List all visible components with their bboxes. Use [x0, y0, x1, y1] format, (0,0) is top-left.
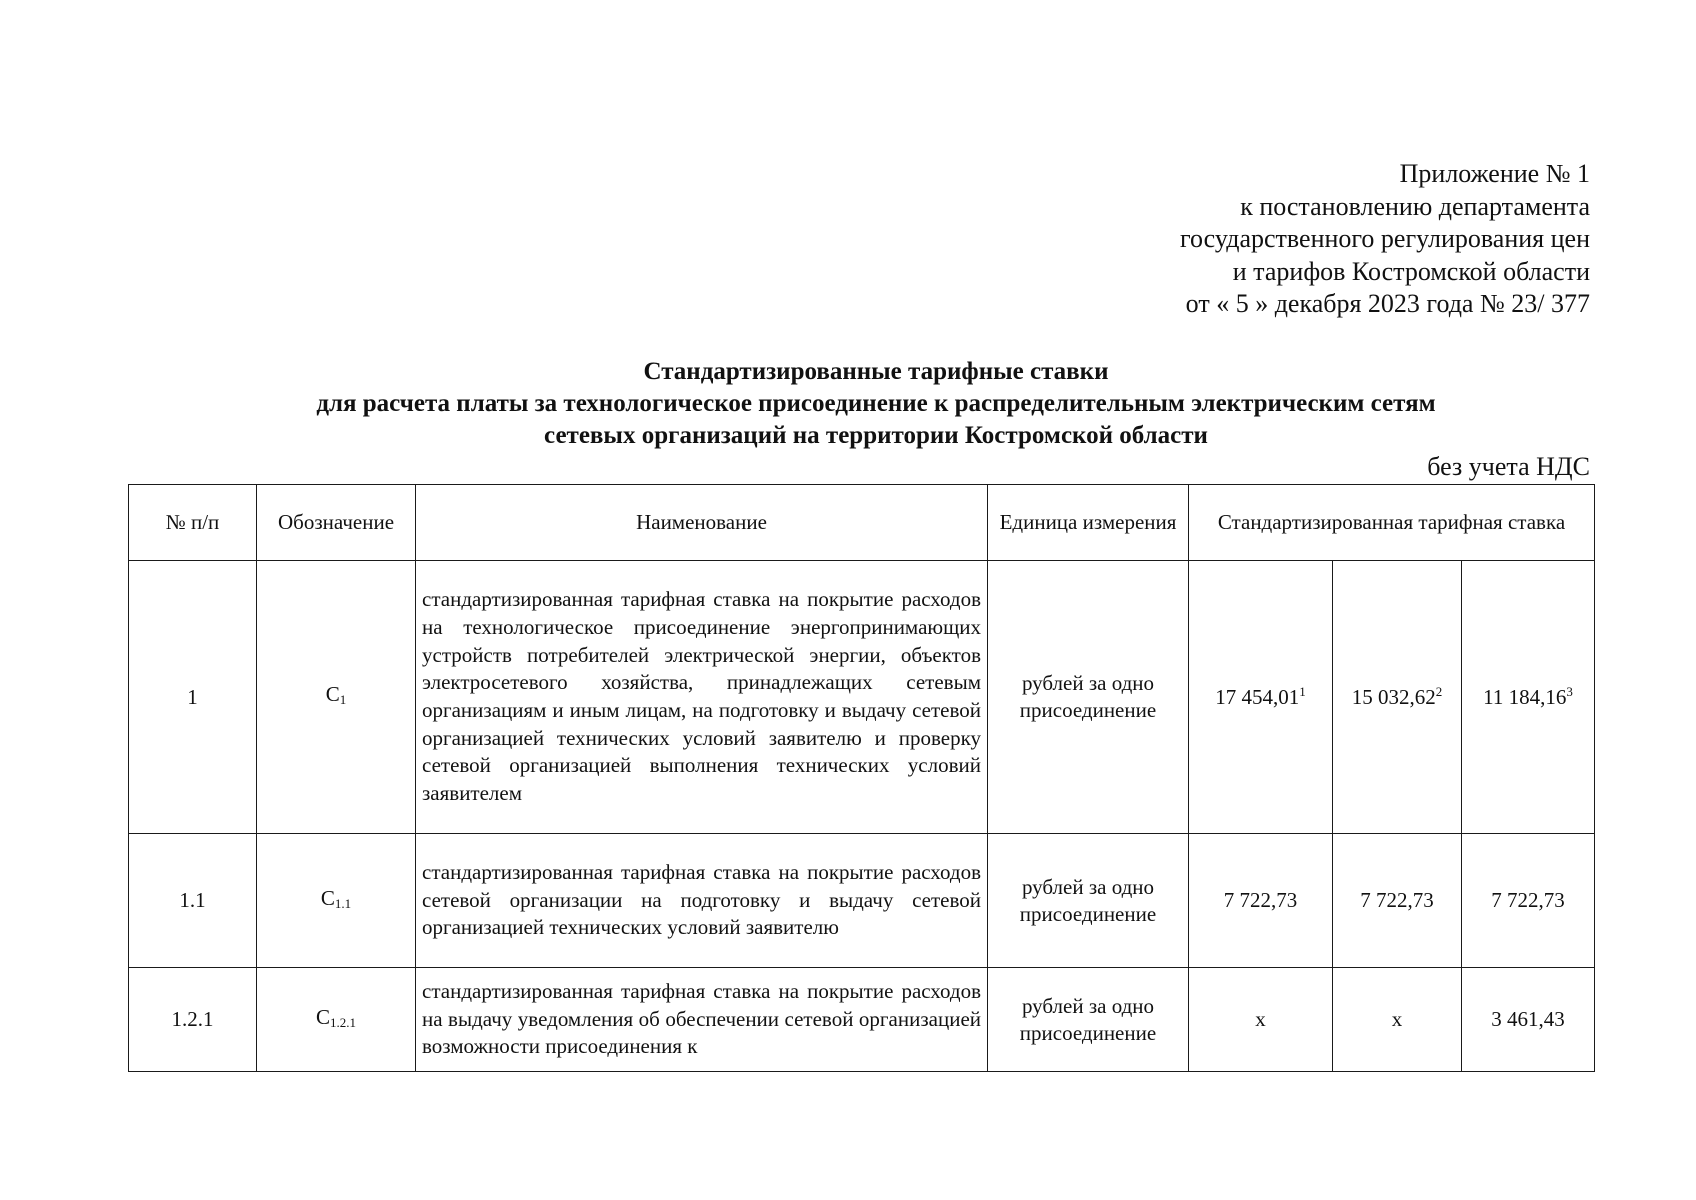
vat-note: без учета НДС — [1427, 452, 1590, 481]
header-unit: Единица измерения — [988, 485, 1189, 561]
header-rate: Стандартизированная тарифная ставка — [1189, 485, 1595, 561]
title-line: для расчета платы за технологическое присоединение к распределительным электрическим сетям — [316, 390, 1436, 417]
rate-value-number: 17 454,01 — [1215, 685, 1300, 709]
row-name: стандартизированная тарифная ставка на покрытие расходов сетевой организации на подготовку и выдачу сетевой организацией технических условий заявителю — [416, 834, 988, 968]
table-header-row — [129, 485, 1595, 561]
designation-base: С — [325, 682, 340, 706]
header-number: № п/п — [129, 485, 257, 561]
row-name: стандартизированная тарифная ставка на покрытие расходов на технологическое присоединение энергопринимающих устройств потребителей электрической энергии, объектов электросетевого хозяйства, принадлежащих сетевым организациям и иным лицам, на подготовку и выдачу сетевой организацией технических условий заявителю и проверку сетевой организацией выполнения технических условий заявителем — [416, 561, 988, 834]
appendix-line: к постановлению департамента — [1240, 191, 1590, 221]
rate-value — [1333, 561, 1462, 834]
table-row — [129, 561, 1595, 834]
row-unit: рублей за одно присоединение — [988, 968, 1189, 1072]
rate-value: 7 722,73 — [1189, 834, 1333, 968]
table-row — [129, 968, 1595, 1072]
rate-value: х — [1333, 968, 1462, 1072]
header-name: Наименование — [416, 485, 988, 561]
appendix-line: государственного регулирования цен — [1180, 224, 1590, 253]
rate-value-number: 11 184,16 — [1483, 685, 1567, 709]
designation-subscript: 1.2.1 — [330, 1014, 356, 1030]
rate-value — [1462, 561, 1595, 834]
designation-base: С — [315, 1004, 330, 1029]
footnote-ref: 2 — [1435, 684, 1443, 699]
row-unit: рублей за одно присоединение — [988, 561, 1189, 834]
footnote-ref: 3 — [1566, 684, 1573, 699]
rate-value: 3 461,43 — [1462, 968, 1595, 1072]
tariff-table — [128, 484, 1595, 1072]
designation-subscript: 1.1 — [334, 895, 352, 911]
footnote-ref: 1 — [1299, 684, 1306, 699]
row-designation — [257, 834, 416, 968]
row-designation — [257, 561, 416, 834]
document-title — [0, 356, 1696, 452]
row-number: 1.2.1 — [129, 968, 257, 1072]
rate-value: 7 722,73 — [1333, 834, 1462, 968]
appendix-line: Приложение № 1 — [1399, 159, 1590, 188]
row-unit: рублей за одно присоединение — [988, 834, 1189, 968]
appendix-line: и тарифов Костромской области — [1232, 256, 1590, 286]
title-line: сетевых организаций на территории Костромской области — [544, 422, 1208, 449]
appendix-line: от « 5 » декабря 2023 года № 23/ 377 — [1185, 289, 1590, 318]
appendix-block — [970, 158, 1590, 321]
rate-value-number: 15 032,62 — [1351, 685, 1436, 709]
rate-value: 7 722,73 — [1462, 834, 1595, 968]
designation-subscript: 1 — [339, 692, 347, 707]
row-designation — [257, 968, 416, 1072]
designation-base: С — [320, 885, 335, 910]
table-row — [129, 834, 1595, 968]
row-number: 1.1 — [129, 834, 257, 968]
rate-value — [1189, 561, 1333, 834]
rate-value: х — [1189, 968, 1333, 1072]
row-name: стандартизированная тарифная ставка на покрытие расходов на выдачу уведомления об обеспечении сетевой организацией возможности присоединения к — [416, 968, 988, 1072]
title-line: Стандартизированные тарифные ставки — [643, 358, 1109, 385]
row-number: 1 — [129, 561, 257, 834]
header-designation: Обозначение — [257, 485, 416, 561]
